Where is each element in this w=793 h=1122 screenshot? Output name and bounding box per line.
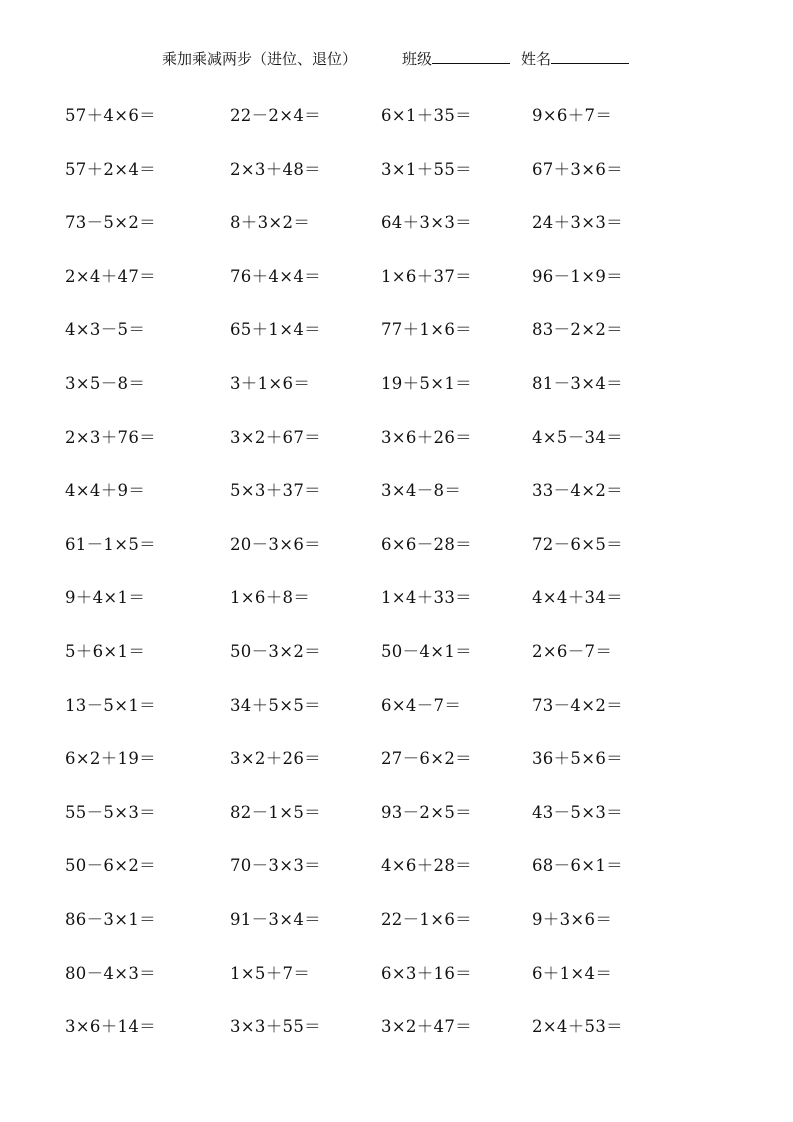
math-problem: 8＋3×2＝ [230,213,311,233]
math-problem: 2×3＋76＝ [65,427,156,447]
name-field [521,48,629,70]
worksheet-header [0,48,793,70]
name-blank-line[interactable] [551,48,629,64]
problem-row [0,957,793,1011]
math-problem: 65＋1×4＝ [230,320,321,340]
math-problem: 9＋3×6＝ [532,909,613,929]
math-problem: 2×6－7＝ [532,641,613,661]
problem-row [0,421,793,475]
problem-row [0,153,793,207]
math-problem: 73－4×2＝ [532,695,623,715]
math-problem: 9×6＋7＝ [532,106,613,125]
math-problem: 20－3×6＝ [230,534,321,554]
problem-row [0,903,793,957]
problems-grid [0,99,793,1064]
math-problem: 93－2×5＝ [381,802,472,822]
math-problem: 3＋1×6＝ [230,373,311,393]
math-problem: 6＋1×4＝ [532,963,613,983]
math-problem: 3×2＋26＝ [230,749,321,769]
problem-row [0,849,793,903]
math-problem: 80－4×3＝ [65,963,156,983]
math-problem: 27－6×2＝ [381,749,472,769]
math-problem: 43－5×3＝ [532,802,623,822]
math-problem: 82－1×5＝ [230,802,321,822]
math-problem: 96－1×9＝ [532,266,623,286]
math-problem: 67＋3×6＝ [532,159,623,179]
math-problem: 9＋4×1＝ [65,588,146,608]
math-problem: 2×3＋48＝ [230,159,321,179]
math-problem: 13－5×1＝ [65,695,156,715]
math-problem: 3×2＋67＝ [230,427,321,447]
math-problem: 5＋6×1＝ [65,641,146,661]
math-problem: 64＋3×3＝ [381,213,472,233]
math-problem: 36＋5×6＝ [532,749,623,769]
math-problem: 6×3＋16＝ [381,963,472,983]
problem-row [0,528,793,582]
math-problem: 1×6＋8＝ [230,588,311,608]
math-problem: 86－3×1＝ [65,909,156,929]
math-problem: 70－3×3＝ [230,856,321,876]
math-problem: 3×2＋47＝ [381,1017,472,1037]
problem-row [0,313,793,367]
name-label: 姓名 [521,50,552,68]
math-problem: 4×5－34＝ [532,427,623,447]
problem-row [0,635,793,689]
math-problem: 50－6×2＝ [65,856,156,876]
math-problem: 5×3＋37＝ [230,481,321,501]
math-problem: 6×1＋35＝ [381,106,472,125]
math-problem: 6×4－7＝ [381,695,462,715]
problem-row [0,1010,793,1064]
math-problem: 76＋4×4＝ [230,266,321,286]
math-problem: 1×4＋33＝ [381,588,472,608]
math-problem: 3×6＋14＝ [65,1017,156,1037]
math-problem: 83－2×2＝ [532,320,623,340]
math-problem: 50－4×1＝ [381,641,472,661]
problem-row [0,742,793,796]
math-problem: 3×1＋55＝ [381,159,472,179]
math-problem: 50－3×2＝ [230,641,321,661]
math-problem: 72－6×5＝ [532,534,623,554]
math-problem: 3×3＋55＝ [230,1017,321,1037]
math-problem: 19＋5×1＝ [381,373,472,393]
problem-row [0,581,793,635]
math-problem: 4×3－5＝ [65,320,146,340]
problem-row [0,689,793,743]
math-problem: 91－3×4＝ [230,909,321,929]
math-problem: 68－6×1＝ [532,856,623,876]
math-problem: 4×4＋34＝ [532,588,623,608]
worksheet-title: 乘加乘减两步（进位、退位） [162,50,358,68]
problem-row [0,367,793,421]
math-problem: 2×4＋53＝ [532,1017,623,1037]
math-problem: 73－5×2＝ [65,213,156,233]
math-problem: 6×2＋19＝ [65,749,156,769]
class-label: 班级 [402,50,433,68]
math-problem: 3×5－8＝ [65,373,146,393]
math-problem: 34＋5×5＝ [230,695,321,715]
math-problem: 24＋3×3＝ [532,213,623,233]
math-problem: 22－1×6＝ [381,909,472,929]
math-problem: 55－5×3＝ [65,802,156,822]
math-problem: 2×4＋47＝ [65,266,156,286]
math-problem: 4×4＋9＝ [65,481,146,501]
math-problem: 61－1×5＝ [65,534,156,554]
math-problem: 22－2×4＝ [230,106,321,125]
math-problem: 81－3×4＝ [532,373,623,393]
math-problem: 6×6－28＝ [381,534,472,554]
problem-row [0,796,793,850]
problem-row [0,474,793,528]
math-problem: 1×5＋7＝ [230,963,311,983]
math-problem: 1×6＋37＝ [381,266,472,286]
class-blank-line[interactable] [432,48,510,64]
math-problem: 4×6＋28＝ [381,856,472,876]
math-problem: 33－4×2＝ [532,481,623,501]
class-field [402,48,510,70]
problem-row [0,99,793,153]
math-problem: 77＋1×6＝ [381,320,472,340]
math-problem: 57＋2×4＝ [65,159,156,179]
math-problem: 3×4－8＝ [381,481,462,501]
problem-row [0,260,793,314]
math-problem: 57＋4×6＝ [65,106,156,125]
problem-row [0,206,793,260]
math-problem: 3×6＋26＝ [381,427,472,447]
